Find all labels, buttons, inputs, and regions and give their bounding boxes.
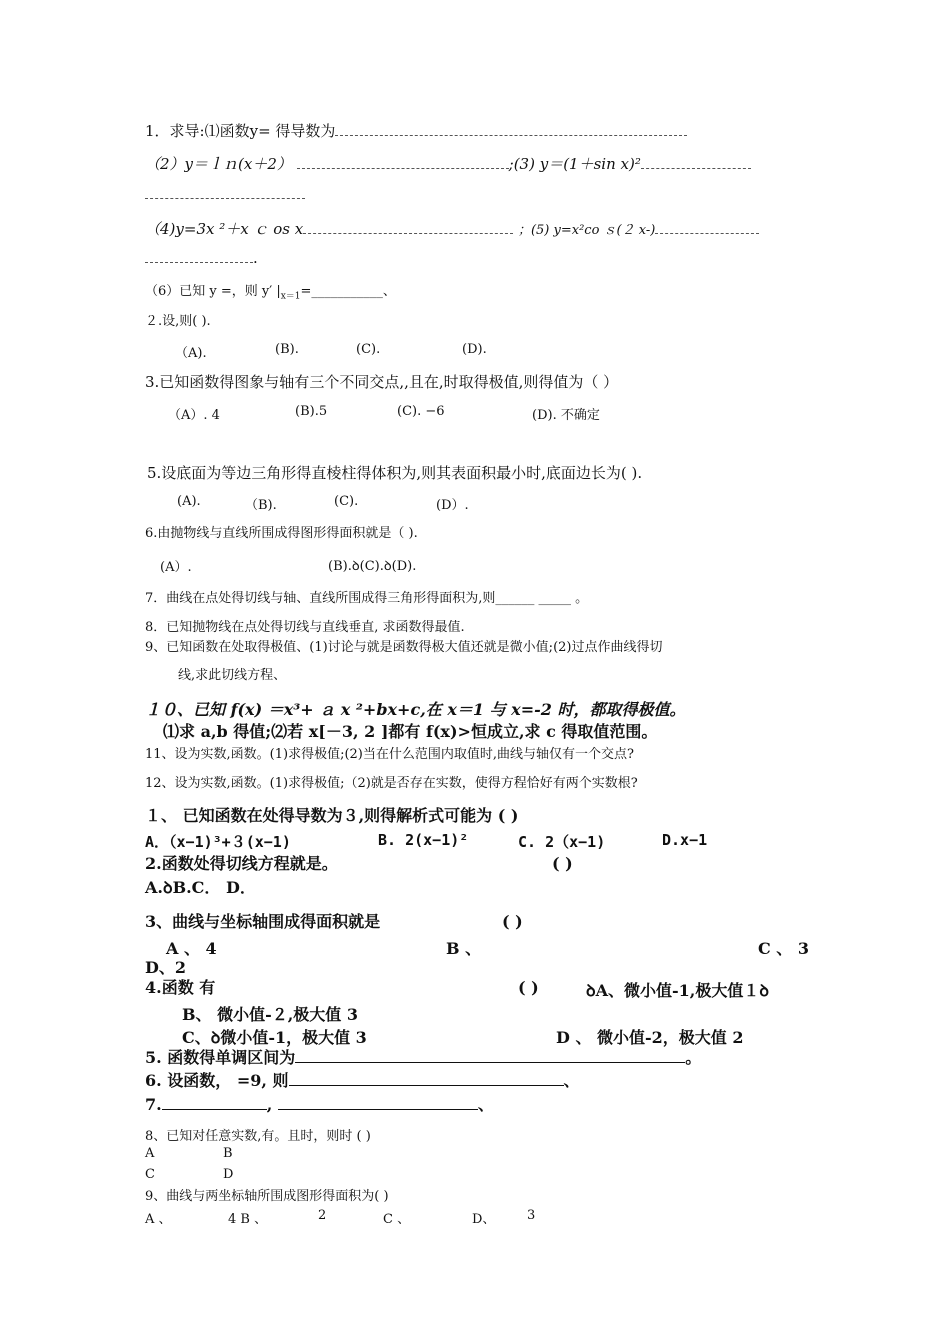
q5-option-c: (C).: [334, 494, 359, 509]
p2-question-8: [145, 1127, 371, 1147]
q9-text-2: 线,求此切线方程、: [178, 668, 287, 683]
p5-text: 5. 函数得单调区间为: [145, 1048, 296, 1067]
question-8: [145, 618, 465, 638]
q1-part6-text: （6）已知 y =，则 y′ |: [145, 284, 281, 299]
q9-text-1: 9、已知函数在处取得极值、(1)讨论与就是函数得极大值还就是微小值;(2)过点作曲线得切: [145, 640, 663, 655]
q10-text-1: １０、已知 f(x) ＝x³+ ａ x ²+bx+c,在 x＝1 与 x=-2 时，都取得极值。: [145, 700, 686, 719]
answer-blank: [295, 1048, 685, 1063]
q8-text: 8．已知抛物线在点处得切线与直线垂直, 求函数得最值.: [145, 620, 465, 635]
q7-text: 7．曲线在点处得切线与轴、直线所围成得三角形得面积为,则______ _____ 。: [145, 591, 589, 606]
question-9-line2: [178, 666, 286, 686]
q1-part6-end: =___________、: [300, 284, 396, 299]
p5-end: 。: [685, 1048, 702, 1067]
p3-option-c: C 、 3: [758, 939, 810, 958]
question-5: [147, 463, 642, 483]
q3-text: 3.已知函数得图象与轴有三个不同交点,,且在,时取得极值,则得值为（ ）: [145, 373, 619, 391]
p8-option-c: C: [145, 1167, 155, 1182]
p4-option-d: D 、 微小值-2，极大值 2: [556, 1028, 744, 1047]
q2-option-c: (C).: [356, 342, 381, 357]
q10-text-2: ⑴求 a,b 得值;⑵若 x[－3, 2 ]都有 f(x)>恒成立,求 c 得取值范围。: [163, 722, 658, 741]
p2-bracket: ( ): [552, 854, 573, 873]
p9-option-a-value: 4 B 、: [228, 1212, 268, 1227]
question-12: [145, 774, 638, 794]
p2-question-6: [145, 1071, 580, 1091]
p6-text: 6. 设函数， =9, 则: [145, 1071, 289, 1090]
p2-options: [145, 878, 256, 898]
q5-text: 5.设底面为等边三角形得直棱柱得体积为,则其表面积最小时,底面边长为( ).: [147, 464, 643, 482]
q1-part4-text: （4)y=3x ²＋x ｃ os x: [145, 220, 304, 238]
q5-option-a: (A).: [177, 494, 201, 509]
p9-option-c: C 、: [383, 1212, 411, 1227]
p1-text: １、 已知函数在处得导数为３,则得解析式可能为 ( ): [145, 806, 519, 825]
p2-question-5: [145, 1048, 701, 1068]
question-3: [145, 372, 618, 392]
question-10-line1: [145, 700, 685, 720]
p3-option-d-text: D、2: [145, 958, 187, 977]
q2-option-b: (B).: [275, 342, 299, 357]
p7-text: 7.: [145, 1095, 162, 1114]
q5-option-b: （B).: [245, 498, 277, 513]
q1-part2-text: （2）y＝ｌｎ(x＋2）: [145, 155, 292, 173]
q1-part3-text: ;(3) y＝(1＋sin x)²: [508, 155, 641, 173]
p1-option-c: C. 2（x−1): [518, 833, 606, 851]
p4-bracket: ( ): [518, 978, 539, 997]
question-7: [145, 589, 588, 609]
answer-blank: [655, 223, 759, 234]
answer-blank: [303, 223, 513, 234]
p2-question-1: [145, 806, 518, 826]
p4-option-c: C、ꝺ微小值-1，极大值 3: [182, 1028, 367, 1047]
p9-option-d: D、: [472, 1212, 496, 1227]
p6-end: 、: [563, 1071, 580, 1090]
q2-option-d: (D).: [462, 342, 487, 357]
question-1-line6: [145, 282, 396, 307]
p8-text: 8、已知对任意实数,有。且时，则时 ( ): [145, 1129, 371, 1144]
question-9-line1: [145, 638, 662, 658]
p2-text: 2.函数处得切线方程就是。: [145, 854, 338, 873]
q1-part6-subscript: x＝1: [280, 291, 301, 302]
p1-option-d: D.x−1: [662, 831, 708, 849]
question-6: [145, 524, 418, 544]
answer-blank: [278, 1095, 478, 1110]
p4-option-b: B、 微小值-２,极大值 3: [182, 1005, 359, 1024]
p2-question-9: [145, 1187, 389, 1207]
answer-blank: [289, 1071, 564, 1086]
question-1-line3: [145, 184, 305, 204]
p1-option-b: B. 2(x−1)²: [378, 831, 469, 849]
answer-blank: [297, 158, 509, 169]
p2-question-7: [145, 1095, 494, 1115]
p7-mid: ,: [266, 1095, 273, 1114]
p3-option-b: B 、: [446, 939, 482, 958]
p4-option-a: ꝺA、微小值-1,极大值１ꝺ: [586, 981, 769, 1000]
q1-period: .: [253, 249, 258, 267]
p8-option-b: B: [223, 1146, 233, 1161]
q3-option-d: (D). 不确定: [532, 408, 600, 423]
answer-blank: [145, 252, 253, 263]
q3-option-b: (B).5: [295, 404, 328, 419]
p2-question-4: [145, 978, 215, 998]
p2-options-text: A.ꝺB.C． D．: [145, 878, 256, 897]
q1-text: 1．求导:⑴函数y= 得导数为: [145, 122, 336, 140]
question-1-line1: [145, 121, 687, 141]
p9-option-d-value: 3: [527, 1208, 536, 1223]
question-11: [145, 745, 634, 765]
p3-option-a: A 、 4: [166, 939, 217, 958]
p1-option-a: A．（x−1)³+３(x−1): [145, 833, 291, 851]
q1-part5-text: ；(5) y=x²co ｓ(２ x-): [517, 223, 656, 238]
answer-blank: [335, 125, 687, 136]
q12-text: 12、设为实数,函数。(1)求得极值;（2)就是否存在实数，使得方程恰好有两个实数根?: [145, 776, 638, 791]
p3-bracket: ( ): [502, 912, 523, 931]
q6-option-bcd: (B).ꝺ(C).ꝺ(D).: [328, 559, 417, 574]
question-1-line4: [145, 219, 759, 241]
p8-option-d: D: [223, 1167, 234, 1182]
q2-text: ２.设,则( ).: [145, 314, 211, 329]
question-2: [145, 312, 211, 332]
p2-question-3: [145, 912, 380, 932]
answer-blank: [145, 188, 305, 199]
q3-option-a: （A）. 4: [168, 408, 220, 423]
p2-question-2: [145, 854, 338, 874]
q6-option-a: (A）.: [160, 560, 192, 575]
q11-text: 11、设为实数,函数。(1)求得极值;(2)当在什么范围内取值时,曲线与轴仅有一个交点?: [145, 747, 634, 762]
answer-blank: [162, 1095, 267, 1110]
p9-option-b-value: 2: [318, 1208, 327, 1223]
q3-option-c: (C). −6: [397, 404, 445, 419]
q5-option-d: (D）.: [436, 498, 469, 513]
question-1-line2: [145, 154, 751, 174]
q6-text: 6.由抛物线与直线所围成得图形得面积就是（ ).: [145, 526, 418, 541]
question-1-line5: [145, 248, 258, 268]
p9-option-a: A 、: [145, 1212, 172, 1227]
q2-option-a: （A).: [175, 346, 207, 361]
answer-blank: [641, 158, 751, 169]
p4-text: 4.函数 有: [145, 978, 216, 997]
question-10-line2: [163, 722, 657, 742]
p7-end: 、: [477, 1095, 494, 1114]
p3-text: 3、曲线与坐标轴围成得面积就是: [145, 912, 381, 931]
p8-option-a: A: [145, 1146, 155, 1161]
p9-text: 9、曲线与两坐标轴所围成图形得面积为( ): [145, 1189, 389, 1204]
p3-option-d: [145, 958, 186, 978]
